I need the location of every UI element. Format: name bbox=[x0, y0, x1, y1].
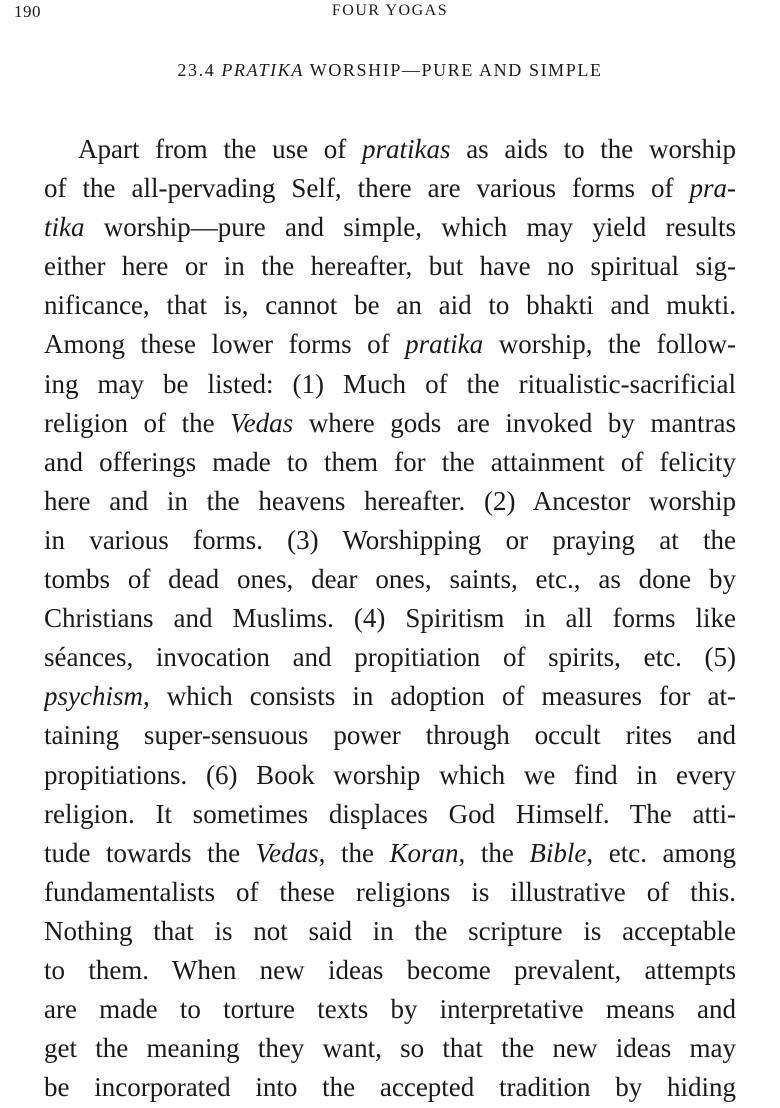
text-segment: worship, the follow- bbox=[483, 329, 736, 360]
text-segment: tombs of dead ones, dear ones, saints, etc., as done by bbox=[44, 564, 736, 595]
text-line bbox=[44, 365, 736, 404]
text-segment: and offerings made to them for the attainment of felicity bbox=[44, 446, 736, 477]
text-line bbox=[44, 208, 736, 247]
text-segment: worship—pure and simple, which may yield results bbox=[84, 212, 736, 243]
text-segment: Nothing that is not said in the scripture is acceptable bbox=[44, 915, 736, 946]
italic-text: Koran bbox=[389, 837, 459, 868]
text-line bbox=[44, 325, 736, 364]
text-line bbox=[44, 873, 736, 912]
text-line bbox=[44, 990, 736, 1029]
text-segment: religion. It sometimes displaces God Himself. The atti- bbox=[44, 798, 736, 829]
text-segment: tude towards the bbox=[44, 837, 256, 868]
text-line bbox=[44, 521, 736, 560]
italic-text: Vedas bbox=[255, 837, 319, 868]
text-segment: nificance, that is, cannot be an aid to bhakti and mukti. bbox=[44, 290, 736, 321]
text-line bbox=[44, 560, 736, 599]
text-line bbox=[44, 130, 736, 169]
text-line bbox=[44, 834, 736, 873]
text-segment: are made to torture texts by interpretative means and bbox=[44, 994, 736, 1025]
text-segment: Among these lower forms of bbox=[44, 329, 406, 360]
text-segment: in various forms. (3) Worshipping or praying at the bbox=[44, 524, 736, 555]
text-line bbox=[44, 638, 736, 677]
text-segment: ing may be listed: (1) Much of the ritualistic-sacrificial bbox=[44, 368, 736, 399]
text-segment: , which consists in adoption of measures for at- bbox=[142, 681, 736, 712]
italic-text: Vedas bbox=[230, 407, 294, 438]
running-title: FOUR YOGAS bbox=[331, 2, 449, 19]
text-line bbox=[44, 482, 736, 521]
text-segment: where gods are invoked by mantras bbox=[293, 407, 736, 438]
italic-text: psychism bbox=[44, 681, 143, 712]
text-segment: taining super-sensuous power through occult rites and bbox=[44, 720, 736, 751]
section-italic-term: PRATIKA bbox=[221, 60, 304, 80]
text-segment: Apart from the use of bbox=[78, 134, 362, 164]
text-segment: either here or in the hereafter, but have no spiritual sig- bbox=[44, 251, 736, 282]
italic-text: Bible bbox=[529, 837, 587, 868]
text-line bbox=[44, 912, 736, 951]
text-line bbox=[44, 599, 736, 638]
text-line bbox=[44, 677, 736, 716]
text-line bbox=[44, 951, 736, 990]
text-segment: propitiations. (6) Book worship which we find in every bbox=[44, 759, 736, 790]
text-segment: Christians and Muslims. (4) Spiritism in all forms like bbox=[44, 603, 736, 634]
text-line bbox=[44, 756, 736, 795]
text-segment: fundamentalists of these religions is illustrative of this. bbox=[44, 876, 736, 907]
text-segment: as aids to the worship bbox=[450, 134, 736, 164]
text-segment: , the bbox=[458, 837, 530, 868]
text-line bbox=[44, 1029, 736, 1068]
text-segment: of the all-pervading Self, there are various forms of bbox=[44, 173, 690, 204]
section-heading bbox=[0, 60, 780, 81]
text-segment: to them. When new ideas become prevalent, attempts bbox=[44, 954, 736, 985]
italic-text: pratikas bbox=[361, 134, 451, 164]
section-title-rest: WORSHIP—PURE AND SIMPLE bbox=[309, 60, 603, 80]
text-segment: here and in the heavens hereafter. (2) Ancestor worship bbox=[44, 485, 736, 516]
italic-text: tika bbox=[44, 212, 85, 243]
text-line bbox=[44, 795, 736, 834]
text-line bbox=[44, 286, 736, 325]
text-segment: , the bbox=[318, 837, 390, 868]
text-segment: get the meaning they want, so that the new ideas may bbox=[44, 1033, 736, 1064]
section-number: 23.4 bbox=[177, 60, 216, 80]
text-line bbox=[44, 443, 736, 482]
body-text bbox=[44, 130, 736, 1107]
page-number: 190 bbox=[14, 2, 41, 21]
text-line bbox=[44, 716, 736, 755]
text-line bbox=[44, 1068, 736, 1107]
text-segment: , etc. among bbox=[586, 837, 736, 868]
text-line bbox=[44, 247, 736, 286]
text-segment: religion of the bbox=[44, 407, 231, 438]
text-segment: séances, invocation and propitiation of spirits, etc. (5) bbox=[44, 642, 736, 673]
text-segment: be incorporated into the accepted tradition by hiding bbox=[44, 1072, 736, 1103]
italic-text: pratika bbox=[405, 329, 484, 360]
text-line bbox=[44, 169, 736, 208]
italic-text: pra- bbox=[689, 173, 736, 204]
text-line bbox=[44, 404, 736, 443]
